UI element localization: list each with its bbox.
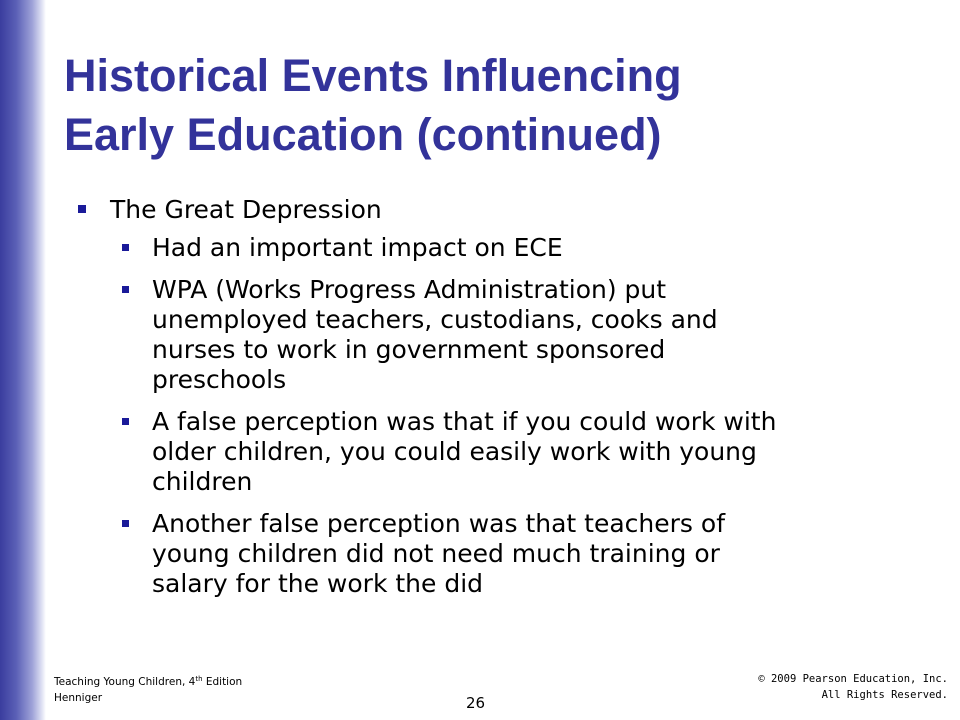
sub-bullet-text: unemployed teachers, custodians, cooks and (152, 305, 718, 334)
sub-bullet-text: preschools (152, 365, 287, 394)
square-bullet-icon (122, 244, 129, 251)
title-line: Historical Events Influencing (64, 50, 682, 101)
book-title-prefix: Teaching Young Children, 4 (54, 676, 196, 688)
sub-bullet-text: WPA (Works Progress Administration) put (152, 275, 667, 304)
rights-line: All Rights Reserved. (821, 689, 948, 701)
sub-bullet-false-perception-2 (122, 509, 908, 599)
bullet-great-depression (78, 194, 908, 225)
square-bullet-icon (122, 286, 129, 293)
footer-book-title (54, 671, 242, 690)
copyright-line: © 2009 Pearson Education, Inc. (758, 673, 948, 685)
square-bullet-icon (78, 205, 86, 213)
sub-bullet-text: Had an important impact on ECE (152, 233, 563, 262)
left-gradient-bar (0, 0, 46, 720)
sub-bullet-text: A false perception was that if you could work with (152, 407, 777, 436)
sub-bullet-text: older children, you could easily work with young (152, 437, 757, 466)
book-title-suffix: Edition (202, 676, 243, 688)
sub-bullet-text: Another false perception was that teachers of (152, 509, 725, 538)
sub-bullet-text: nurses to work in government sponsored (152, 335, 666, 364)
slide-content (78, 194, 908, 611)
footer-book-info (54, 671, 242, 706)
edition-superscript: th (195, 675, 203, 683)
sub-bullet-wpa (122, 275, 908, 395)
sub-bullet-impact (122, 233, 908, 263)
sub-bullet-text: salary for the work the did (152, 569, 484, 598)
slide-title (64, 46, 924, 164)
footer-author: Henniger (54, 692, 103, 704)
square-bullet-icon (122, 520, 129, 527)
title-line: Early Education (continued) (64, 109, 662, 160)
page-number: 26 (466, 694, 486, 712)
footer-copyright (758, 671, 948, 703)
sub-bullet-text: young children did not need much training or (152, 539, 720, 568)
bullet-text: The Great Depression (110, 195, 382, 224)
sub-bullet-false-perception-1 (122, 407, 908, 497)
sub-bullet-text: children (152, 467, 253, 496)
square-bullet-icon (122, 418, 129, 425)
